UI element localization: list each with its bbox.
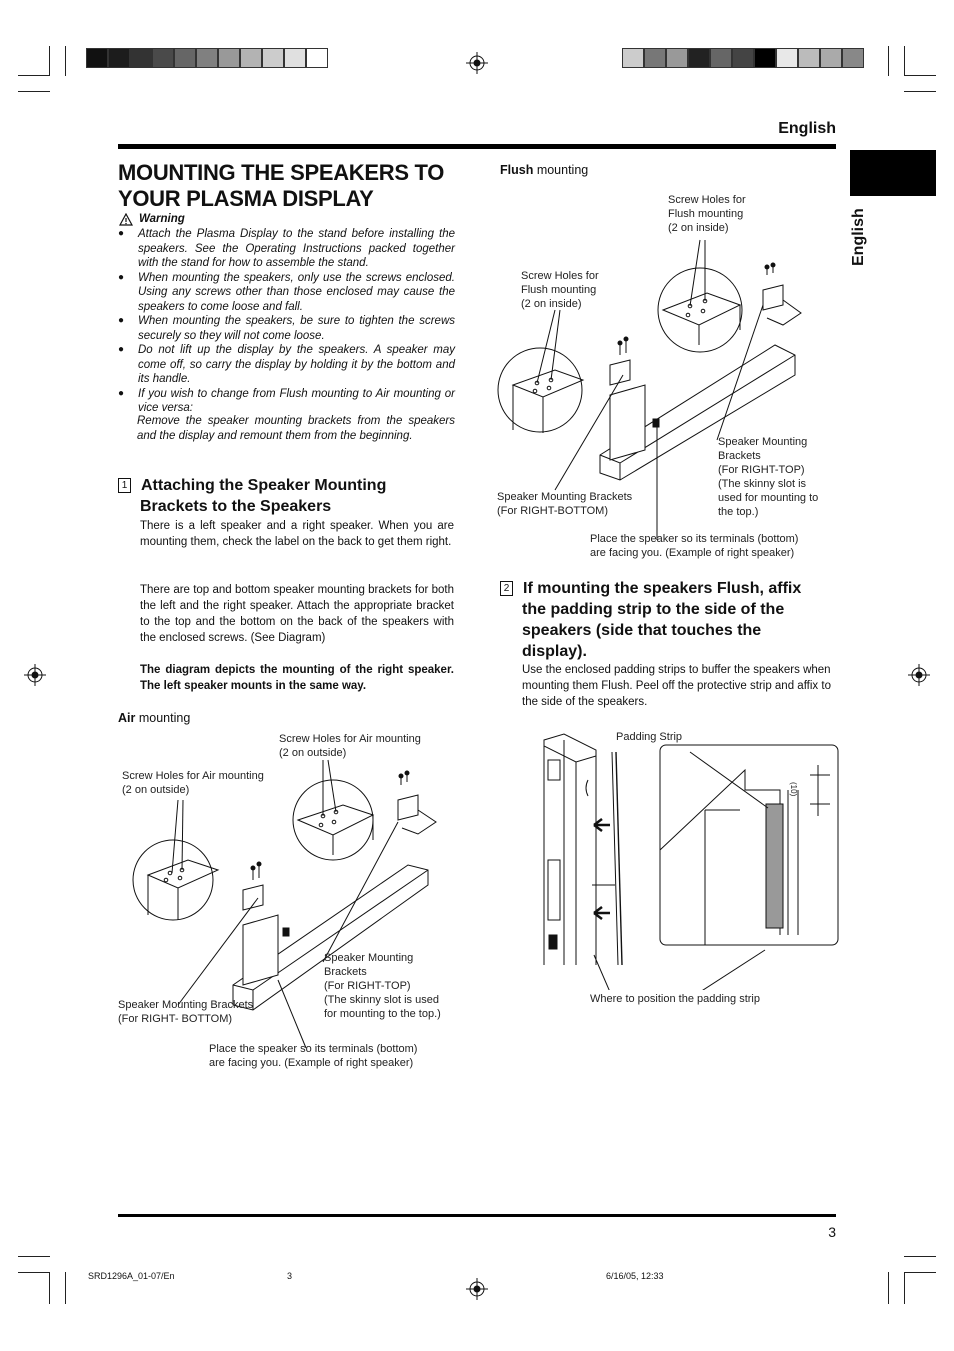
- list-item: ● When mounting the speakers, only use the screws enclosed. Using any screws other than those enclosed may cause the speakers to come loose and fall.: [118, 271, 455, 315]
- crop-mark: [18, 91, 50, 92]
- air-mounting-caption: Air mounting: [118, 711, 191, 725]
- section-number: 1: [118, 478, 131, 493]
- padding-strip-diagram: [540, 730, 840, 990]
- crop-mark: [18, 1256, 50, 1257]
- crop-mark: [49, 1272, 50, 1304]
- warning-extra: Remove the speaker mounting brackets from the speakers and the display and remount them from the beginning.: [137, 415, 455, 442]
- air-label-screw-right: Screw Holes for Air mounting (2 on outside): [279, 733, 421, 759]
- section1-bold-note: The diagram depicts the mounting of the right speaker. The left speaker mounts in the same way.: [140, 664, 454, 692]
- position-label: Where to position the padding strip: [590, 993, 760, 1005]
- header-rule: [118, 144, 836, 149]
- crop-mark: [904, 91, 936, 92]
- flush-label-bottom-bracket: Speaker Mounting Brackets (For RIGHT-BOTTOM): [497, 491, 633, 517]
- registration-mark-icon: [466, 1278, 488, 1300]
- crop-mark: [49, 46, 50, 76]
- air-label-screw-left: Screw Holes for Air mounting (2 on outside): [122, 770, 264, 796]
- section1-paragraph: There are top and bottom speaker mounting brackets for both the left and the right speaker. Attach the appropriate bracket to the top and the bottom on the back of the speakers with the enclosed screws. (See Diagram): [140, 584, 454, 644]
- air-label-bottom-bracket: Speaker Mounting Brackets (For RIGHT- BOTTOM): [118, 999, 254, 1025]
- crop-mark: [904, 1272, 905, 1304]
- list-item: ● Do not lift up the display by the speakers. A speaker may come off, so carry the display by holding it by the bottom and its handle.: [118, 343, 455, 387]
- air-label-place: Place the speaker so its terminals (bottom) are facing you. (Example of right speaker): [209, 1043, 418, 1069]
- flush-mounting-caption: Flush mounting: [500, 163, 589, 177]
- registration-mark-icon: [908, 664, 930, 686]
- flush-label-top-bracket: Speaker Mounting Brackets (For RIGHT-TOP) (The skinny slot is used for mounting to the top.): [718, 436, 819, 518]
- side-tab-label: English: [850, 208, 867, 266]
- section1-heading: 1 Attaching the Speaker Mounting Brackets to the Speakers: [118, 475, 458, 517]
- registration-mark-icon: [24, 664, 46, 686]
- padding-strip-label: Padding Strip: [616, 731, 683, 743]
- print-date: 6/16/05, 12:33: [606, 1271, 664, 1281]
- section2-paragraph: Use the enclosed padding strips to buffer the speakers when mounting them Flush. Peel off the protective strip and affix to the side of the speakers.: [522, 664, 831, 708]
- warning-label: Warning: [139, 213, 185, 225]
- color-bar-left: [86, 48, 328, 68]
- footer-rule: [118, 1214, 836, 1217]
- warning-list: [118, 227, 455, 416]
- crop-mark: [888, 46, 889, 76]
- warning-heading: [119, 212, 185, 226]
- page-title: MOUNTING THE SPEAKERS TO YOUR PLASMA DISPLAY: [118, 160, 445, 211]
- doc-code: SRD1296A_01-07/En: [88, 1271, 175, 1281]
- crop-mark: [904, 46, 905, 76]
- crop-mark: [18, 75, 50, 76]
- crop-mark: [18, 1272, 50, 1273]
- air-label-top-bracket: Speaker Mounting Brackets (For RIGHT-TOP) (The skinny slot is used for mounting to the top.): [324, 952, 441, 1020]
- flush-label-place: Place the speaker so its terminals (bottom) are facing you. (Example of right speaker): [590, 533, 799, 559]
- crop-mark: [888, 1272, 889, 1304]
- color-bar-right: [622, 48, 864, 68]
- side-tab: [850, 150, 936, 196]
- flush-label-screw-left: Screw Holes for Flush mounting (2 on inside): [521, 270, 599, 310]
- dimension-label: (10): [789, 782, 798, 797]
- flush-label-screw-top: Screw Holes for Flush mounting (2 on inside): [668, 194, 746, 234]
- list-item: ● Attach the Plasma Display to the stand before installing the speakers. See the Operating Instructions packed together with the stand for how to assemble the stand.: [118, 227, 455, 271]
- page-number: 3: [828, 1224, 836, 1240]
- crop-mark: [65, 46, 66, 76]
- language-header: English: [778, 120, 836, 137]
- sheet-number: 3: [287, 1271, 293, 1281]
- list-item: ● If you wish to change from Flush mounting to Air mounting or vice versa:: [118, 387, 455, 416]
- section-number: 2: [500, 581, 513, 596]
- registration-mark-icon: [466, 52, 488, 74]
- crop-mark: [904, 1256, 936, 1257]
- crop-mark: [904, 75, 936, 76]
- section2-heading: 2 If mounting the speakers Flush, affix the padding strip to the side of the speakers (side that touches the display).: [500, 578, 840, 662]
- section1-paragraph: There is a left speaker and a right speaker. When you are mounting them, check the label on the back to get them right.: [140, 520, 454, 548]
- warning-triangle-icon: [119, 213, 133, 226]
- list-item: ● When mounting the speakers, be sure to tighten the screws securely so they will not come loose.: [118, 314, 455, 343]
- crop-mark: [904, 1272, 936, 1273]
- crop-mark: [65, 1272, 66, 1304]
